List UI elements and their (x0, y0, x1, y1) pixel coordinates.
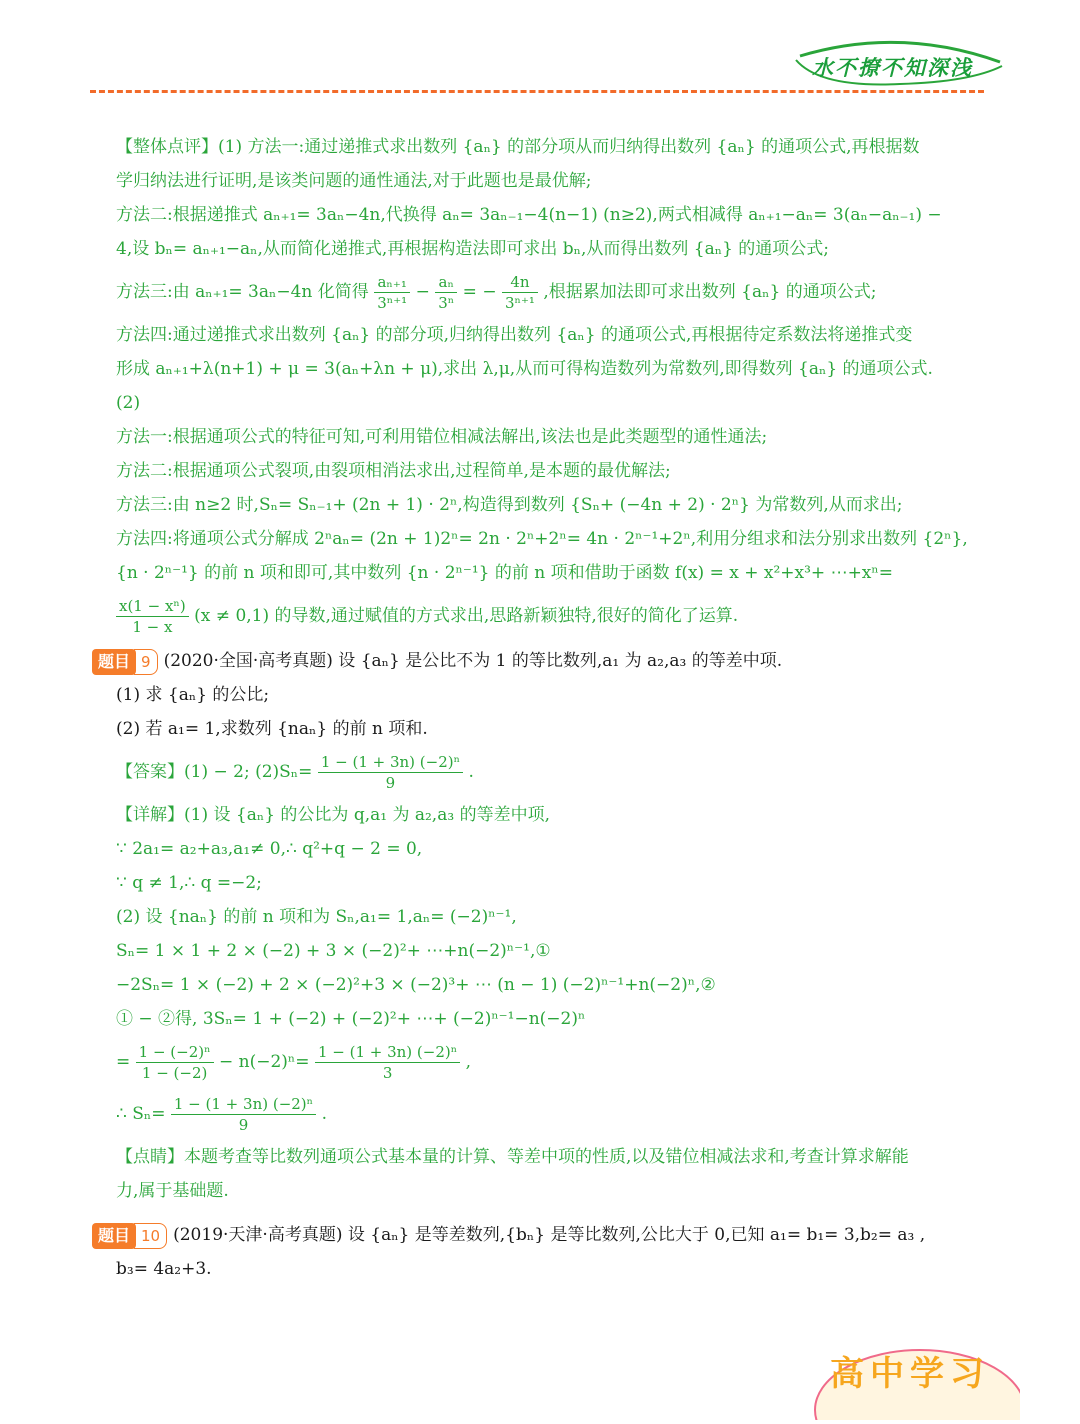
header-logo-text: 水不撩不知深浅 (812, 56, 973, 80)
answer-line: 【答案】(1) − 2; (2)Sₙ= $\frac{\text{1 − (1 + 3n) (−2)ⁿ}}{9}$ . (116, 753, 474, 792)
question-text: b₃= 4a₂+3. (116, 1259, 212, 1279)
comment-line: 【点睛】本题考查等比数列通项公式基本量的计算、等差中项的性质,以及错位相减法求和,考查计算求解能 (116, 1147, 909, 1167)
detail-line: ∵ 2a₁= a₂+a₃,a₁≠ 0,∴ q²+q − 2 = 0, (116, 839, 423, 859)
page-content (98, 130, 996, 1286)
fraction: $\frac{\text{1 − (1 + 3n) (−2)ⁿ}}{9}$ (318, 752, 463, 793)
question-10-title: 题目 10 (2019·天津·高考真题) 设 {aₙ} 是等差数列,{bₙ} 是等比数列,公比大于 0,已知 a₁= b₁= 3,b₂= a₃ , (92, 1218, 972, 1252)
detail-line: 【详解】(1) 设 {aₙ} 的公比为 q,a₁ 为 a₂,a₃ 的等差中项, (116, 805, 550, 825)
comment-line: 方法四:通过递推式求出数列 {aₙ} 的部分项,归纳得出数列 {aₙ} 的通项公式,再根据待定系数法将递推式变 (116, 325, 913, 345)
fraction: $\frac{\text{1 − (−2)ⁿ}}{1 - (-2)}$ (136, 1042, 214, 1083)
question-tag: 题目 (92, 649, 136, 675)
equation-line: ∴ Sₙ= $\frac{\text{1 − (1 + 3n) (−2)ⁿ}}{9}$ . (116, 1095, 327, 1134)
comment-line: 形成 aₙ₊₁+λ(n+1) + μ = 3(aₙ+λn + μ),求出 λ,μ,从而可得构造数列为常数列,即得数列 {aₙ} 的通项公式. (116, 359, 933, 379)
question-9-title: 题目 9 (2020·全国·高考真题) 设 {aₙ} 是公比不为 1 的等比数列,a₁ 为 a₂,a₃ 的等差中项. (92, 644, 972, 678)
comment-line: 【整体点评】(1) 方法一:通过递推式求出数列 {aₙ} 的部分项从而归纳得出数列 {aₙ} 的通项公式,再根据数 (116, 137, 920, 157)
fraction: $\frac{\text{1 − (1 + 3n) (−2)ⁿ}}{9}$ (171, 1094, 316, 1135)
comment-line: 方法一:根据通项公式的特征可知,可利用错位相减法解出,该法也是此类题型的通性通法; (116, 427, 768, 447)
comment-line: 学归纳法进行证明,是该类问题的通性通法,对于此题也是最优解; (116, 171, 592, 191)
fraction: $\frac{4n}{\text{3ⁿ⁺¹}}$ (502, 272, 538, 313)
comment-line: 方法四:将通项公式分解成 2ⁿaₙ= (2n + 1)2ⁿ= 2n · 2ⁿ+2ⁿ= 4n · 2ⁿ⁻¹+2ⁿ,利用分组求和法分别求出数列 {2ⁿ}, (116, 529, 968, 549)
question-number: 9 (134, 649, 158, 675)
question-part: (1) 求 {aₙ} 的公比; (116, 685, 270, 705)
comment-line: 方法二:根据通项公式裂项,由裂项相消法求出,过程简单,是本题的最优解法; (116, 461, 671, 481)
fraction: $\frac{\text{1 − (1 + 3n) (−2)ⁿ}}{3}$ (315, 1042, 460, 1083)
fraction: $\frac{\text{x(1 − xⁿ)}}{1 - x}$ (116, 596, 189, 637)
detail-line: ① − ②得, 3Sₙ= 1 + (−2) + (−2)²+ ⋯+ (−2)ⁿ⁻¹−n(−2)ⁿ (116, 1009, 586, 1029)
footer-logo-text: 高中学习 (830, 1354, 990, 1394)
header-divider (90, 90, 984, 93)
question-tag: 题目 (92, 1223, 136, 1249)
method3-line: 方法三:由 aₙ₊₁= 3aₙ−4n 化简得 $\frac{\text{aₙ₊₁}}{\text{3ⁿ⁺¹}}$ − $\frac{\text{aₙ}}{\text{3ⁿ}}$ = − $\frac{4n}{\text{3ⁿ⁺¹}}$ ,根据累加法即可求出数列 {aₙ} 的通项公式; (116, 273, 877, 312)
comment-line: 方法三:由 n≥2 时,Sₙ= Sₙ₋₁+ (2n + 1) · 2ⁿ,构造得到数列 {Sₙ+ (−4n + 2) · 2ⁿ} 为常数列,从而求出; (116, 495, 903, 515)
comment-line: (2) (116, 393, 141, 413)
detail-line: Sₙ= 1 × 1 + 2 × (−2) + 3 × (−2)²+ ⋯+n(−2)ⁿ⁻¹,① (116, 941, 551, 961)
footer-logo (810, 1340, 1020, 1420)
detail-line: (2) 设 {naₙ} 的前 n 项和为 Sₙ,a₁= 1,aₙ= (−2)ⁿ⁻¹, (116, 907, 517, 927)
detail-line: −2Sₙ= 1 × (−2) + 2 × (−2)²+3 × (−2)³+ ⋯ (n − 1) (−2)ⁿ⁻¹+n(−2)ⁿ,② (116, 975, 716, 995)
fraction: $\frac{\text{aₙ}}{\text{3ⁿ}}$ (435, 272, 457, 313)
comment-line: 方法二:根据递推式 aₙ₊₁= 3aₙ−4n,代换得 aₙ= 3aₙ₋₁−4(n−1) (n≥2),两式相减得 aₙ₊₁−aₙ= 3(aₙ−aₙ₋₁) − (116, 205, 942, 225)
comment-line: 4,设 bₙ= aₙ₊₁−aₙ,从而简化递推式,再根据构造法即可求出 bₙ,从而得出数列 {aₙ} 的通项公式; (116, 239, 830, 259)
question-number: 10 (134, 1223, 167, 1249)
detail-line: ∵ q ≠ 1,∴ q =−2; (116, 873, 262, 893)
question-part: (2) 若 a₁= 1,求数列 {naₙ} 的前 n 项和. (116, 719, 428, 739)
comment-line: 力,属于基础题. (116, 1181, 229, 1201)
equation-line: = $\frac{\text{1 − (−2)ⁿ}}{1 - (-2)}$ − n(−2)ⁿ= $\frac{\text{1 − (1 + 3n) (−2)ⁿ}}{3}$ , (116, 1043, 472, 1082)
comment-line: {n · 2ⁿ⁻¹} 的前 n 项和即可,其中数列 {n · 2ⁿ⁻¹} 的前 n 项和借助于函数 f(x) = x + x²+x³+ ⋯+xⁿ= (116, 563, 893, 583)
header-logo (790, 36, 1010, 96)
method4-end-line: $\frac{\text{x(1 − xⁿ)}}{1 - x}$ (x ≠ 0,1) 的导数,通过赋值的方式求出,思路新颖独特,很好的简化了运算. (116, 590, 996, 642)
fraction: $\frac{\text{aₙ₊₁}}{\text{3ⁿ⁺¹}}$ (374, 272, 410, 313)
